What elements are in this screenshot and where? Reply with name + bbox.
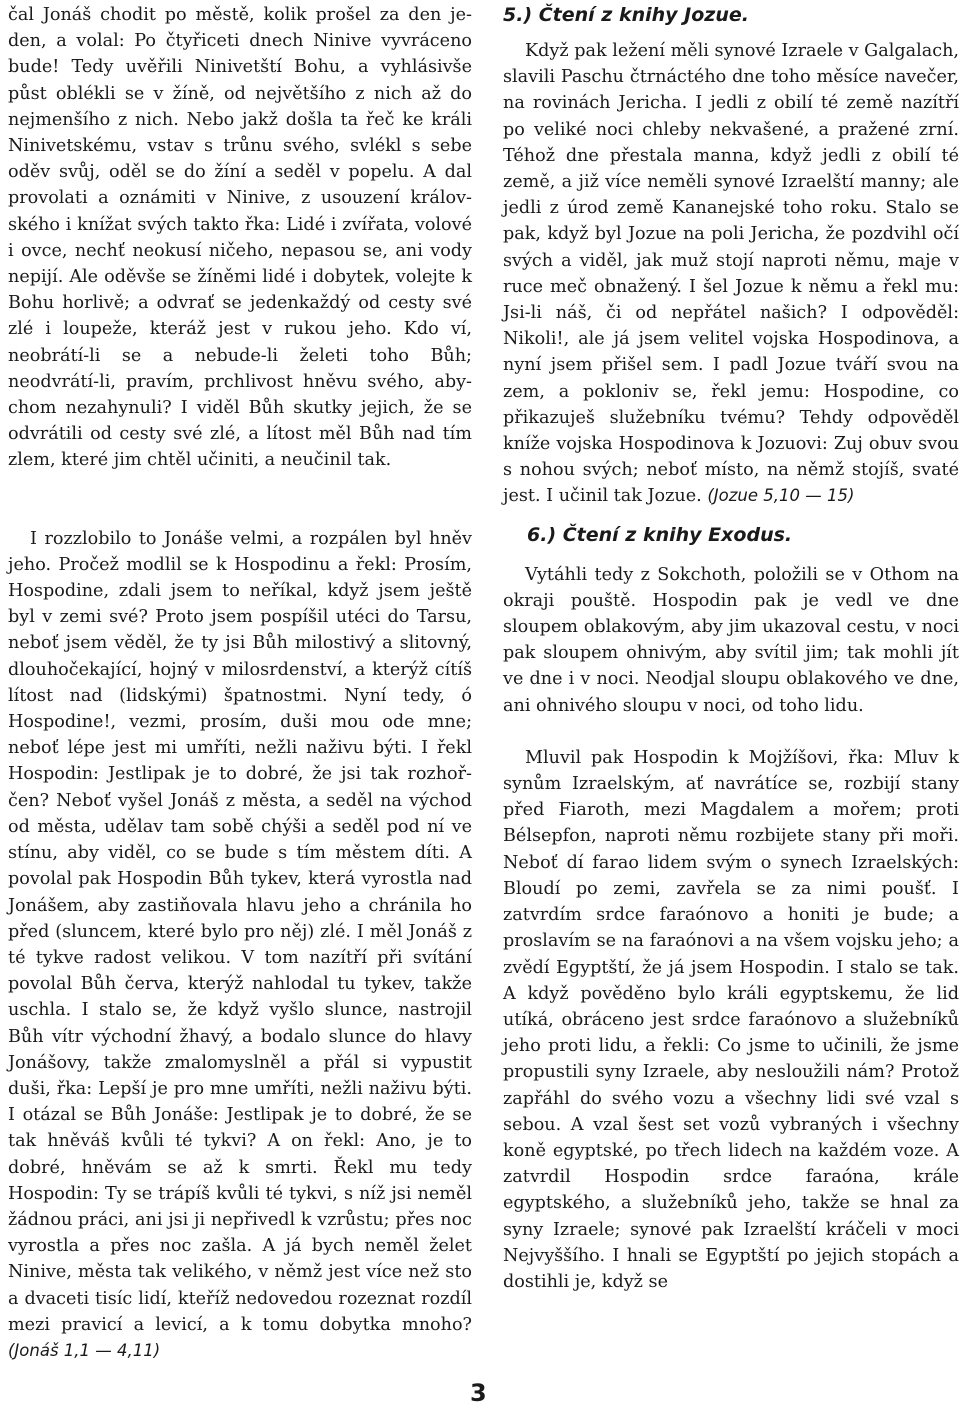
exodus-paragraph-2: Mluvil pak Hospodin k Mojžíšovi, řka: Mluv k synům Izraelským, ať navrátíce se, rozbijí stany před Fiaroth, mezi Magdalem a mořem; proti Bélsepfon, naproti němu rozbijete stany při moři. Neboť dí farao lidem svým o synech Izraelských: Bloudí po zemi, zavřela se za nimi poušť. I zatvrdím srdce faraónovo a honiti je bude; a proslavím se na faraónovi a na všem vojsku jeho; a zvědí Egyptští, že já jsem Hospodin. I stalo se tak. A když pověděno bylo králi egyptskemu, že lid utíká, obráceno jest srdce faraónovo a služebníků jeho proti lidu, a řekli: Co jsme to učinili, že jsme propustili syny Izraele, aby nesloužili nám? Protož zapřáhl do svého vozu a všechny lidi své vzal s sebou. A vzal šest set vozů vybraných i všechny koně egyptské, po třech lidech na každém voze. A zatvrdil Hospodin srdce faraóna, krále egyptského, a služebníků jeho, takže se hnal za syny Izraele; synové pak Izraelští kráčeli v moci Nejvyššího. I hnali se Egyptští po jejich stopách a dostihli je, když se [503,747,959,1292]
page-number: 3 [470,1379,487,1407]
joshua-reference: (Jozue 5,10 — 15) [707,486,855,506]
right-column [503,2,959,1295]
exodus-paragraph-1: Vytáhli tedy z Sokchoth, položili se v Othom na okraji pouště. Hospodin pak je vedl ve dne sloupem oblakovým, aby jim ukazoval cestu, v noci pak sloupem ohnivým, aby svítil jim; tak mohli jít ve dne i v noci. Neodjal sloupu oblakového ve dne, ani ohnivého sloupu v noci, od toho lidu. [503,564,959,716]
left-column [8,2,472,1364]
joshua-paragraph [503,38,959,510]
jonah-reference: (Jonáš 1,1 — 4,11) [8,1340,161,1360]
jonah-paragraph-2-text: I rozzlobilo to Jonáše velmi, a rozpálen byl hněv jeho. Pročež modlil se k Hospodinu a řekl: Prosím, Hospodine, zdali jsem to neříkal, když jsem ještě byl v zemi své? Proto jsem pospíšil utéci do Tarsu, neboť jsem věděl, že ty jsi Bůh milostivý a slitovný, dlouhočekající, hojný v milosrdenství, a kterýž cítíš lítost nad (lidskými) špatnostmi. Nyní tedy, ó Hospodine!, vezmi, prosím, duši mou ode mne; neboť lépe jest mi umříti, nežli naživu býti. I řekl Hospodin: Jestlipak je to dobré, že jsi tak rozhořčen? Neboť vyšel Jonáš z města, a seděl na východ od města, udělav tam sobě chýši a seděl pod ní ve stínu, aby viděl, co se bude s tím městem díti. A povolal pak Hospodin Bůh tykev, která vyrostla nad Jonášem, aby zastiňovala hlavu jeho a chránila ho před (sluncem, které bylo pro něj) zlé. I měl Jonáš z té tykve radost velikou. V tom nazítří při svítání povolal Bůh červa, kterýž nahlodal tu tykev, takže uschla. I stalo se, že když vyšlo slunce, nastrojil Bůh vítr východní žhavý, a bodalo slunce do hlavy Jonášovy, takže zmalomyslněl a přál si vypustit duši, řka: Lepší je pro mne umříti, nežli naživu býti. I otázal se Bůh Jonáše: Jestlipak je to dobré, že se tak hněváš kvůli té tykvi? A on řekl: Ano, je to dobré, hněvám se až k smrti. Řekl mu tedy Hospodin: Ty se trápíš kvůli té tykvi, s níž jsi neměl žádnou práci, ani jsi ji nepřivedl k vzrůstu; přes noc vyrostla a přes noc zašla. A já bych neměl želet Ninive, města tak velikého, v němž jest více než sto a dvaceti tisíc lidí, kteříž nedovedou rozeznat rozdíl mezi pravicí a levicí, a k tomu dobytka mnoho? [8,528,472,1335]
heading-joshua: 5.) Čtení z knihy Jozue. [503,4,749,26]
heading-exodus: 6.) Čtení z knihy Exodus. [527,523,793,546]
jonah-paragraph-1: čal Jonáš chodit po městě, kolik prošel za den jeden, a volal: Po čtyřiceti dnech Ninive vyvráceno bude! Tedy uvěřili Ninivetští Bohu, a vyhlásivše půst oblékli se v žíně, od největšího z nich až do nejmenšího z nich. Nebo jakž došla ta řeč ke králi Ninivetskému, vstav s trůnu svého, svlékl s sebe oděv svůj, oděl se do žíní a seděl v popelu. A dal provolati a oznámiti v Ninive, z usouzení královského i knížat svých takto řka: Lidé i zvířata, volové i ovce, nechť neokusí ničeho, nepasou se, ani vody nepijí. Ale oděvše se žíněmi lidé i dobytek, volejte k Bohu horlivě; a odvrať se jedenkaždý od cesty své zlé i loupeže, kteráž jest v rukou jeho. Kdo ví, neobrátí-li se a nebude-li želeti toho Bůh; neodvrátí-li, pravím, prchlivost hněvu svého, abychom nezahynuli? I viděl Bůh skutky jejich, že se odvrátili od cesty své zlé, a lítost měl Bůh nad tím zlem, které jim chtěl učiniti, a neučinil tak. [8,5,472,471]
joshua-paragraph-text: Když pak ležení měli synové Izraele v Galgalach, slavili Paschu čtrnáctého dne toho měsíce navečer, na rovinách Jericha. I jedli z obilí té země nazítří po veliké noci chleby nekvašené, a pražené zrní. Téhož dne přestala manna, když jedli z obilí té země, a již více neměli synové Izraelští manny; ale jedli z úrod země Kananejské toho roku. Stalo se pak, když byl Jozue na poli Jericha, že pozdvihl očí svých a viděl, jak muž stojí naproti němu, maje v ruce meč obnažený. I šel Jozue k němu a řekl mu: Jsi-li náš, či od nepřátel našich? I odpověděl: Nikoli!, ale já jsem velitel vojska Hospodinova, a nyní jsem přišel sem. I padl Jozue tváří svou na zem, a pokloniv se, řekl jemu: Hospodine, co přikazuješ služebníku tvému? Tehdy odpověděl kníže vojska Hospodinova k Jozuovi: Zuj obuv svou s nohou svých; neboť místo, na němž stojíš, svaté jest. I učinil tak Jozue. [503,41,959,507]
jonah-paragraph-2 [8,526,472,1365]
paragraph-gap [503,719,959,745]
paragraph-gap [8,474,472,526]
